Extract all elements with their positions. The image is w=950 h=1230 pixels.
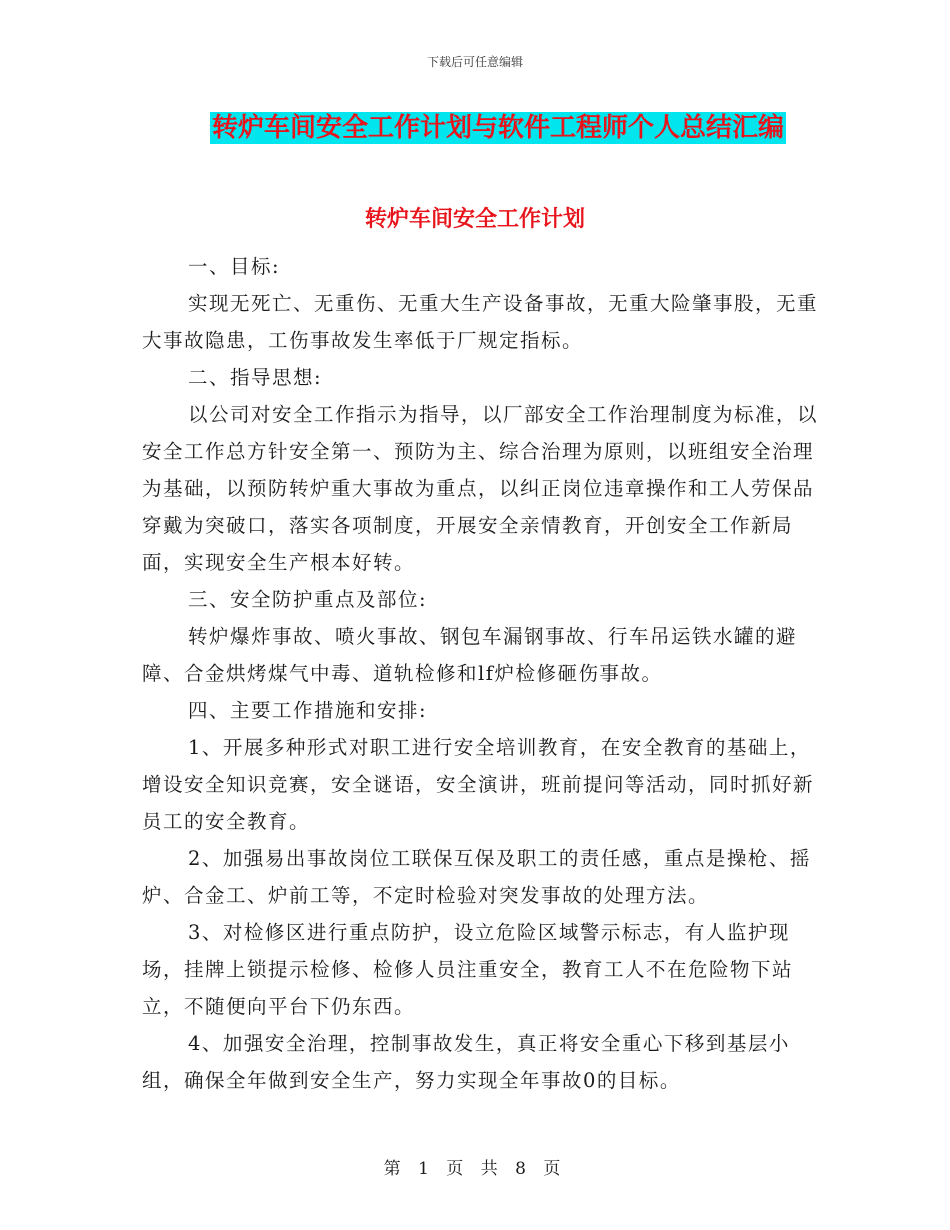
- document-title-container: [0, 112, 950, 144]
- document-title: 转炉车间安全工作计划与软件工程师个人总结汇编: [211, 113, 784, 143]
- paragraph-measure-3: 3、对检修区进行重点防护，设立危险区域警示标志，有人监护现场，挂牌上锁提示检修、检修人员注重安全，教育工人不在危险物下站立，不随便向平台下仍东西。: [142, 921, 794, 1018]
- paragraph-measure-2: 2、加强易出事故岗位工联保互保及职工的责任感，重点是操枪、摇炉、合金工、炉前工等，不定时检验对突发事故的处理方法。: [142, 847, 811, 907]
- header-note: 下载后可任意编辑: [426, 55, 523, 69]
- heading-measures: 四、主要工作措施和安排:: [188, 699, 428, 722]
- document-body: [142, 248, 822, 1099]
- paragraph-guiding-thought: 以公司对安全工作指示为指导，以厂部安全工作治理制度为标准，以安全工作总方针安全第一、预防为主、综合治理为原则，以班组安全治理为基础，以预防转炉重大事故为重点，以纠正岗位违章操作和工人劳保品穿戴为突破口，落实各项制度，开展安全亲情教育，开创安全工作新局面，实现安全生产根本好转。: [142, 403, 819, 574]
- page-footer: 第 1 页 共 8 页: [383, 1159, 567, 1179]
- paragraph-protection-focus: 转炉爆炸事故、喷火事故、钢包车漏钢事故、行车吊运铁水罐的避障、合金烘烤煤气中毒、道轨检修和lf炉检修砸伤事故。: [142, 625, 798, 685]
- paragraph-measure-4: 4、加强安全治理，控制事故发生，真正将安全重心下移到基层小组，确保全年做到安全生产，努力实现全年事故0的目标。: [142, 1032, 790, 1092]
- paragraph-measure-1: 1、开展多种形式对职工进行安全培训教育，在安全教育的基础上，增设安全知识竞赛，安全谜语，安全演讲，班前提问等活动，同时抓好新员工的安全教育。: [142, 736, 815, 833]
- paragraph-goals: 实现无死亡、无重伤、无重大生产设备事故，无重大险肇事股，无重大事故隐患，工伤事故发生率低于厂规定指标。: [142, 292, 819, 352]
- heading-goals: 一、目标:: [188, 255, 281, 278]
- section-title: 转炉车间安全工作计划: [364, 207, 585, 232]
- heading-protection-focus: 三、安全防护重点及部位:: [188, 588, 428, 611]
- heading-guiding-thought: 二、指导思想:: [188, 366, 323, 389]
